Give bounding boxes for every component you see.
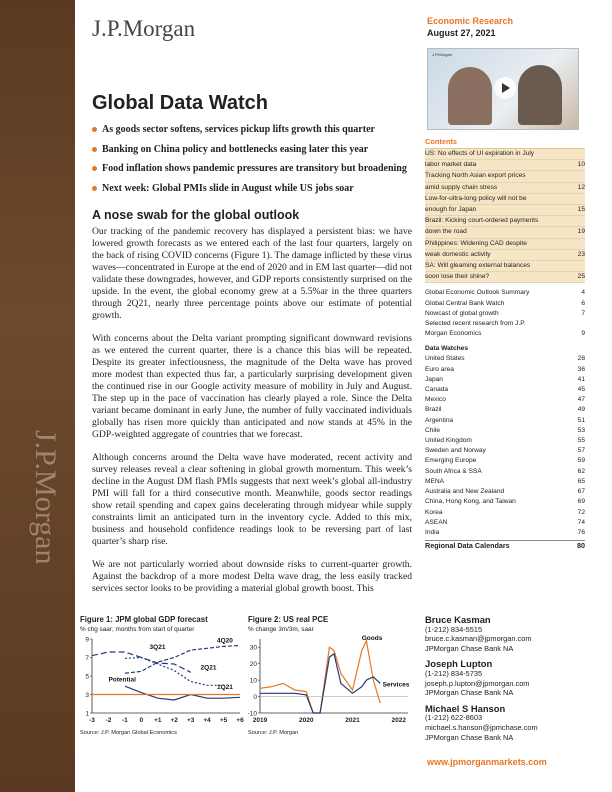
video-tag: J.P.Morgan xyxy=(432,52,452,57)
toc-item[interactable] xyxy=(425,446,585,456)
toc-page: 25 xyxy=(577,273,585,281)
toc-item[interactable] xyxy=(425,477,585,487)
toc-page: 9 xyxy=(581,330,585,338)
x-tick-label: +5 xyxy=(219,717,228,724)
y-tick-label: 7 xyxy=(85,655,89,662)
contact-phone: (1-212) 834-5515 xyxy=(425,624,483,634)
toc-link[interactable]: Regional Data Calendars xyxy=(425,541,510,551)
presenter-left xyxy=(448,67,492,125)
toc-item[interactable] xyxy=(425,309,585,319)
toc-page: 62 xyxy=(577,467,585,475)
toc-link[interactable]: Brazil xyxy=(425,406,442,414)
series-annotation: 3Q21 xyxy=(149,644,166,652)
toc-item[interactable] xyxy=(425,528,585,538)
key-point: Banking on China policy and bottlenecks easing later this year xyxy=(92,144,412,155)
y-tick-label: 0 xyxy=(253,694,257,702)
toc-link[interactable]: Global Central Bank Watch xyxy=(425,299,505,307)
y-tick-label: 9 xyxy=(85,636,89,644)
toc-link[interactable]: United Kingdom xyxy=(425,437,472,445)
figure-1 xyxy=(80,615,245,736)
toc-link[interactable]: Morgan Economics xyxy=(425,330,482,338)
contact-firm: JPMorgan Chase Bank NA xyxy=(425,643,514,653)
video-thumbnail[interactable] xyxy=(427,48,579,130)
toc-page: 47 xyxy=(577,396,585,404)
series-annotation: Goods xyxy=(361,634,383,642)
contact-name: Michael S Hanson xyxy=(425,702,506,714)
contact-name: Bruce Kasman xyxy=(425,614,491,625)
toc-page: 65 xyxy=(577,477,585,485)
toc-page: 49 xyxy=(577,406,585,414)
x-tick-label: -3 xyxy=(89,717,95,724)
sidebar-watermark: J.P.Morgan xyxy=(29,430,62,565)
y-tick-label: 1 xyxy=(85,710,89,718)
toc-item[interactable] xyxy=(425,487,585,497)
toc-link[interactable]: South Africa & SSA xyxy=(425,467,482,475)
toc-page: 45 xyxy=(577,386,585,394)
toc-item[interactable] xyxy=(425,329,585,339)
figure-2-chart xyxy=(248,633,413,728)
toc-item[interactable] xyxy=(425,497,585,507)
table-of-contents xyxy=(425,137,585,551)
toc-featured xyxy=(425,148,585,283)
toc-page: 53 xyxy=(577,426,585,434)
toc-link[interactable]: Chile xyxy=(425,426,441,434)
x-tick-label: -1 xyxy=(121,717,128,724)
x-tick-label: 2019 xyxy=(252,717,268,724)
toc-link[interactable]: India xyxy=(425,528,440,536)
toc-page: 41 xyxy=(577,375,585,383)
toc-watches xyxy=(425,354,585,538)
toc-link[interactable]: amid supply chain stress xyxy=(425,183,498,191)
x-tick-label: +1 xyxy=(154,717,162,724)
series-annotation: Services xyxy=(382,681,410,689)
toc-item[interactable] xyxy=(425,354,585,364)
toc-link[interactable]: MENA xyxy=(425,477,445,485)
toc-item[interactable] xyxy=(425,518,585,528)
contact-firm: JPMorgan Chase Bank NA xyxy=(425,732,514,742)
toc-page: 67 xyxy=(577,488,585,496)
x-tick-label: -2 xyxy=(105,717,112,724)
series-annotation: Potential xyxy=(108,676,136,684)
toc-link[interactable]: China, Hong Kong, and Taiwan xyxy=(425,498,516,506)
toc-item[interactable] xyxy=(425,288,585,298)
publication-date: August 27, 2021 xyxy=(427,28,496,38)
toc-link[interactable]: United States xyxy=(425,355,465,363)
article-body xyxy=(92,226,412,606)
toc-page: 10 xyxy=(577,161,585,169)
toc-link[interactable]: Argentina xyxy=(425,416,454,424)
toc-link[interactable]: US: No effects of UI expiration in July xyxy=(425,150,535,157)
toc-item[interactable] xyxy=(425,508,585,518)
toc-page: 19 xyxy=(577,228,585,236)
toc-link[interactable]: Canada xyxy=(425,386,449,394)
brand-sidebar xyxy=(0,0,75,792)
toc-page: 7 xyxy=(581,309,585,317)
toc-page: 80 xyxy=(577,541,585,551)
x-tick-label: 2020 xyxy=(299,717,314,724)
section-heading: A nose swab for the global outlook xyxy=(92,208,300,222)
toc-page: 28 xyxy=(577,355,585,363)
x-tick-label: +2 xyxy=(170,717,178,724)
x-tick-label: +6 xyxy=(236,717,244,724)
toc-item[interactable] xyxy=(425,436,585,446)
paragraph: We are not particularly worried about downside risks to current-quarter growth. Against the backdrop of a more modest Delta wave drag, the less easily tracked services sector looks to be providing a material global growth boost. This xyxy=(92,559,412,594)
play-icon[interactable] xyxy=(494,77,516,99)
contact-email[interactable]: michael.s.hanson@jpmchase.com xyxy=(425,722,538,732)
toc-subheading: Data Watches xyxy=(425,345,468,353)
toc-item[interactable] xyxy=(425,456,585,466)
toc-page: 74 xyxy=(577,518,585,526)
toc-link[interactable]: labor market data xyxy=(425,161,477,169)
series-annotation: 4Q20 xyxy=(216,637,233,645)
series-line-goods xyxy=(260,641,380,713)
toc-item[interactable] xyxy=(425,385,585,395)
analyst-contacts xyxy=(425,615,590,748)
toc-link[interactable]: enough for Japan xyxy=(425,206,477,214)
toc-link[interactable]: Australia and New Zealand xyxy=(425,488,505,496)
footer-link[interactable]: www.jpmorganmarkets.com xyxy=(427,757,547,767)
x-tick-label: 2022 xyxy=(391,717,406,724)
toc-item[interactable] xyxy=(425,375,585,385)
y-tick-label: -10 xyxy=(248,710,257,718)
figure-subtitle: % chg saar; months from start of quarter xyxy=(80,626,195,633)
toc-page: 36 xyxy=(577,365,585,373)
figure-2 xyxy=(248,615,413,736)
x-tick-label: +3 xyxy=(186,717,195,724)
toc-calendars[interactable] xyxy=(425,540,585,551)
y-tick-label: 5 xyxy=(85,673,89,681)
toc-heading: Contents xyxy=(425,137,458,146)
key-points xyxy=(92,124,412,202)
figure-title: Figure 2: US real PCE xyxy=(248,615,329,624)
toc-page: 76 xyxy=(577,528,585,536)
paragraph: Our tracking of the pandemic recovery has displayed a persistent bias: we have lowered growth forecasts as we entered each of the last four quarters, largely on the back of rising COVID concerns (Figure 1). The damage inflicted by these virus waves—concentrated in Europe at the end of 2020 and in EM last quarter—did not validate these downgrades, however, and GDP reports consistently surprised on the upside. In the event, the global economy grew at a 5.5%ar in the three quarters through 2Q21, nearly three percentage points above our estimate of potential growth. xyxy=(92,226,412,321)
toc-link[interactable]: Selected recent research from J.P. xyxy=(425,320,526,328)
toc-link[interactable]: Sweden and Norway xyxy=(425,447,486,455)
toc-item[interactable] xyxy=(425,365,585,375)
jpmorgan-logo: J.P.Morgan xyxy=(92,16,196,41)
key-point: As goods sector softens, services pickup lifts growth this quarter xyxy=(92,124,412,135)
toc-page: 55 xyxy=(577,437,585,445)
paragraph: Although concerns around the Delta wave have moderated, recent activity and survey releases reveal a clear softening in global growth momentum. This week’s decline in the August DM flash PMIs suggests that next week’s global all-industry PMI will fall for a third consecutive month. Meanwhile, goods sector readings show retail spending and capex gains decelerating through midyear while supply constraints limit an anticipated turn in the inventory cycle. Added to this mix, business and household confidence readings look to be reversing part of last quarter’s sharp rise. xyxy=(92,452,412,547)
toc-page: 51 xyxy=(577,416,585,424)
toc-item[interactable] xyxy=(425,395,585,405)
toc-item[interactable] xyxy=(425,299,585,309)
series-annotation: 1Q21 xyxy=(216,683,233,691)
paragraph: With concerns about the Delta variant prompting significant downward revisions as we entered the current quarter, there is a chance this bias will be repeated. Despite its greater infectiousness, the magnitude of the Delta wave has proved more modest than expected thus far, a particularly surprising development given the continued rise in our Google activity measure of mobility in July and August. The step up in the pace of vaccination has clearly played a role. Since the Delta variant became dominant in early June, the number of fully vaccinated individuals globally has risen more quickly than anticipated and now stands at 45% in the GDP-weighted aggregate of countries that we forecast. xyxy=(92,333,412,440)
series-annotation: 2Q21 xyxy=(200,664,217,672)
toc-page: 69 xyxy=(577,498,585,506)
toc-page: 59 xyxy=(577,457,585,465)
toc-page: 4 xyxy=(581,289,585,297)
toc-item[interactable] xyxy=(425,426,585,436)
toc-page: 72 xyxy=(577,508,585,516)
y-tick-label: 3 xyxy=(85,692,89,699)
section-label: Economic Research xyxy=(427,16,514,26)
toc-link[interactable]: Euro area xyxy=(425,365,454,373)
x-tick-label: 2021 xyxy=(345,717,360,724)
contact-card xyxy=(425,704,590,742)
contact-name: Joseph Lupton xyxy=(425,658,493,670)
key-point: Next week: Global PMIs slide in August while US jobs soar xyxy=(92,183,412,194)
figure-subtitle: % change 3m/3m, saar xyxy=(248,626,314,633)
figure-title: Figure 1: JPM global GDP forecast xyxy=(80,615,208,624)
toc-link[interactable]: Japan xyxy=(425,375,443,383)
toc-item[interactable] xyxy=(425,405,585,415)
toc-link[interactable]: Korea xyxy=(425,508,443,516)
toc-item[interactable] xyxy=(425,467,585,477)
toc-link[interactable]: ASEAN xyxy=(425,518,448,526)
toc-page: 6 xyxy=(581,299,585,307)
contact-phone: (1-212) 622-8603 xyxy=(425,713,483,723)
toc-item[interactable] xyxy=(425,319,585,329)
page-title: Global Data Watch xyxy=(92,92,268,114)
toc-item[interactable] xyxy=(425,416,585,426)
toc-general xyxy=(425,288,585,339)
contact-phone: (1-212) 834-5735 xyxy=(425,668,483,678)
toc-page: 23 xyxy=(577,250,585,258)
presenter-right xyxy=(518,65,562,125)
toc-link[interactable]: Global Economic Outlook Summary xyxy=(425,289,530,297)
toc-link[interactable]: Brazil: Kicking court-ordered payments xyxy=(425,217,539,225)
figure-source: Source: J.P. Morgan xyxy=(248,730,299,736)
y-tick-label: 30 xyxy=(249,644,257,652)
contact-email[interactable]: bruce.c.kasman@jpmorgan.com xyxy=(425,634,532,644)
x-tick-label: 0 xyxy=(139,717,144,724)
toc-link[interactable]: Emerging Europe xyxy=(425,457,477,465)
key-point: Food inflation shows pandemic pressures are transitory but broadening xyxy=(92,163,412,174)
y-tick-label: 10 xyxy=(249,677,257,685)
series-line-3q21 xyxy=(92,652,191,672)
toc-link[interactable]: down the road xyxy=(425,228,467,236)
toc-link[interactable]: SA: Will gleaming external balances xyxy=(425,262,531,270)
contact-card xyxy=(425,615,590,653)
toc-link[interactable]: Low-for-ultra-long policy will not be xyxy=(425,194,527,202)
contact-firm: JPMorgan Chase Bank NA xyxy=(425,688,514,698)
toc-page: 57 xyxy=(577,447,585,455)
y-tick-label: 20 xyxy=(249,661,257,669)
toc-page: 15 xyxy=(577,206,585,214)
toc-link[interactable]: Mexico xyxy=(425,396,446,404)
series-line-services xyxy=(260,654,380,713)
figure-source: Source: J.P. Morgan Global Economics xyxy=(80,730,177,736)
toc-link[interactable]: soon lose their shine? xyxy=(425,273,490,281)
toc-page: 12 xyxy=(577,183,585,191)
toc-link[interactable]: weak domestic activity xyxy=(425,250,491,258)
toc-link[interactable]: Nowcast of global growth xyxy=(425,309,499,317)
series-line-4q20 xyxy=(125,646,240,674)
figure-1-chart xyxy=(80,633,245,728)
toc-link[interactable]: Tracking North Asian export prices xyxy=(425,172,526,180)
x-tick-label: +4 xyxy=(203,717,211,724)
toc-link[interactable]: Philippines: Widening CAD despite xyxy=(425,239,527,247)
contact-card xyxy=(425,659,590,697)
contact-email[interactable]: joseph.p.lupton@jpmorgan.com xyxy=(425,678,530,688)
